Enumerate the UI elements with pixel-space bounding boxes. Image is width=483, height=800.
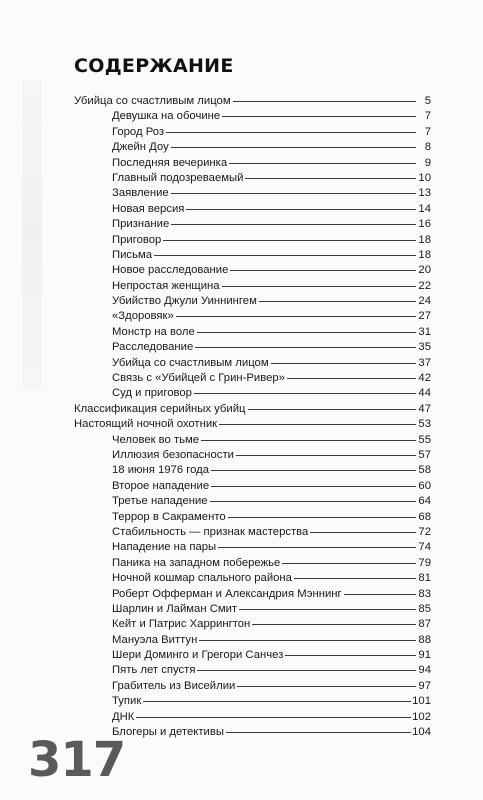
toc-entry-page: 14 xyxy=(418,202,431,215)
toc-subsection-entry xyxy=(74,633,431,648)
toc-leader-line xyxy=(171,193,416,194)
toc-entry-page: 58 xyxy=(418,464,431,477)
toc-leader-line xyxy=(222,116,416,117)
toc-entry-page: 55 xyxy=(418,433,431,446)
toc-subsection-entry xyxy=(74,186,431,201)
toc-entry-title: Ночной кошмар спального района xyxy=(112,572,292,585)
table-of-contents xyxy=(74,94,431,740)
toc-entry-title: Убийство Джули Уиннингем xyxy=(112,295,257,308)
toc-subsection-entry xyxy=(74,294,431,309)
toc-entry-title: Второе нападение xyxy=(112,479,210,492)
toc-leader-line xyxy=(245,178,416,179)
toc-leader-line xyxy=(163,240,416,241)
toc-entry-title: Непростая женщина xyxy=(112,279,220,292)
toc-leader-line xyxy=(197,332,416,333)
toc-leader-line xyxy=(218,547,416,548)
toc-entry-title: Город Роз xyxy=(112,125,165,138)
toc-leader-line xyxy=(259,301,416,302)
toc-entry-title: Тупик xyxy=(112,695,142,708)
toc-subsection-entry xyxy=(74,202,431,217)
toc-leader-line xyxy=(171,224,416,225)
toc-subsection-entry xyxy=(74,233,431,248)
toc-subsection-entry xyxy=(74,556,431,571)
toc-entry-title: Мануэла Виттун xyxy=(112,633,198,646)
toc-subsection-entry xyxy=(74,140,431,155)
toc-leader-line xyxy=(239,609,416,610)
toc-entry-title: Главный подозреваемый xyxy=(112,171,244,184)
toc-entry-page: 88 xyxy=(418,633,431,646)
toc-subsection-entry xyxy=(74,156,431,171)
toc-leader-line xyxy=(282,563,416,564)
toc-entry-title: Настоящий ночной охотник xyxy=(74,418,218,431)
toc-entry-page: 20 xyxy=(418,264,431,277)
toc-leader-line xyxy=(211,470,416,471)
toc-subsection-entry xyxy=(74,694,431,709)
toc-subsection-entry xyxy=(74,279,431,294)
toc-entry-title: Джейн Доу xyxy=(112,141,169,154)
toc-leader-line xyxy=(194,393,416,394)
toc-subsection-entry xyxy=(74,463,431,478)
toc-entry-title: Приговор xyxy=(112,233,162,246)
toc-entry-page: 72 xyxy=(418,525,431,538)
toc-entry-page: 13 xyxy=(418,187,431,200)
toc-entry-page: 101 xyxy=(412,695,431,708)
toc-entry-page: 10 xyxy=(418,171,431,184)
toc-subsection-entry xyxy=(74,494,431,509)
toc-entry-page: 85 xyxy=(418,602,431,615)
toc-subsection-entry xyxy=(74,479,431,494)
toc-subsection-entry xyxy=(74,448,431,463)
toc-leader-line xyxy=(294,578,416,579)
toc-leader-line xyxy=(195,347,416,348)
toc-subsection-entry xyxy=(74,109,431,124)
toc-section-entry xyxy=(74,94,431,109)
toc-entry-title: Суд и приговор xyxy=(112,387,192,400)
toc-entry-title: Заявление xyxy=(112,187,169,200)
toc-subsection-entry xyxy=(74,679,431,694)
toc-entry-title: Человек во тьме xyxy=(112,433,200,446)
toc-leader-line xyxy=(285,655,416,656)
toc-entry-title: Девушка на обочине xyxy=(112,110,221,123)
page-number: 317 xyxy=(28,732,126,788)
toc-entry-title: Убийца со счастливым лицом xyxy=(112,356,269,369)
toc-leader-line xyxy=(143,701,411,702)
toc-entry-title: Роберт Офферман и Александрия Мэннинг xyxy=(112,587,342,600)
toc-entry-title: ДНК xyxy=(112,710,135,723)
toc-entry-page: 87 xyxy=(418,618,431,631)
toc-entry-title: Расследование xyxy=(112,341,194,354)
toc-subsection-entry xyxy=(74,710,431,725)
toc-leader-line xyxy=(228,517,416,518)
toc-leader-line xyxy=(186,209,416,210)
toc-entry-title: Признание xyxy=(112,218,170,231)
toc-entry-page: 79 xyxy=(418,556,431,569)
bleed-through-shadow xyxy=(22,80,42,390)
toc-entry-page: 83 xyxy=(418,587,431,600)
toc-leader-line xyxy=(310,532,416,533)
toc-subsection-entry xyxy=(74,171,431,186)
toc-subsection-entry xyxy=(74,571,431,586)
toc-entry-page: 37 xyxy=(418,356,431,369)
toc-entry-page: 7 xyxy=(424,125,431,138)
toc-section-entry xyxy=(74,417,431,432)
toc-entry-title: Террор в Сакраменто xyxy=(112,510,226,523)
toc-entry-title: «Здоровяк» xyxy=(112,310,174,323)
toc-leader-line xyxy=(344,594,416,595)
toc-leader-line xyxy=(226,732,411,733)
toc-entry-page: 31 xyxy=(418,325,431,338)
toc-entry-page: 47 xyxy=(418,402,431,415)
toc-entry-title: Кейт и Патрис Харрингтон xyxy=(112,618,251,631)
toc-leader-line xyxy=(199,640,416,641)
toc-entry-title: Грабитель из Висейлии xyxy=(112,679,236,692)
toc-subsection-entry xyxy=(74,617,431,632)
toc-leader-line xyxy=(229,163,416,164)
toc-leader-line xyxy=(171,147,416,148)
toc-entry-page: 9 xyxy=(424,156,431,169)
toc-entry-page: 22 xyxy=(418,279,431,292)
toc-entry-page: 104 xyxy=(412,726,431,739)
toc-leader-line xyxy=(252,624,416,625)
toc-leader-line xyxy=(219,424,416,425)
toc-subsection-entry xyxy=(74,340,431,355)
toc-entry-page: 44 xyxy=(418,387,431,400)
toc-entry-title: Пять лет спустя xyxy=(112,664,196,677)
toc-entry-page: 53 xyxy=(418,418,431,431)
toc-entry-title: Третье нападение xyxy=(112,495,208,508)
toc-leader-line xyxy=(287,378,416,379)
toc-entry-page: 18 xyxy=(418,248,431,261)
toc-entry-page: 8 xyxy=(424,141,431,154)
toc-subsection-entry xyxy=(74,371,431,386)
toc-entry-page: 91 xyxy=(418,649,431,662)
toc-subsection-entry xyxy=(74,263,431,278)
toc-entry-title: Классификация серийных убийц xyxy=(74,402,246,415)
toc-subsection-entry xyxy=(74,309,431,324)
toc-entry-page: 27 xyxy=(418,310,431,323)
toc-leader-line xyxy=(233,101,416,102)
toc-leader-line xyxy=(197,670,416,671)
toc-entry-page: 60 xyxy=(418,479,431,492)
toc-entry-page: 7 xyxy=(424,110,431,123)
toc-subsection-entry xyxy=(74,602,431,617)
toc-leader-line xyxy=(271,363,416,364)
toc-entry-title: Новое расследование xyxy=(112,264,229,277)
toc-subsection-entry xyxy=(74,217,431,232)
toc-entry-title: Связь с «Убийцей с Грин-Ривер» xyxy=(112,372,285,385)
toc-leader-line xyxy=(136,717,411,718)
toc-entry-title: Убийца со счастливым лицом xyxy=(74,95,231,107)
toc-subsection-entry xyxy=(74,648,431,663)
toc-entry-page: 64 xyxy=(418,495,431,508)
toc-leader-line xyxy=(176,316,416,317)
toc-leader-line xyxy=(236,455,416,456)
page-heading: СОДЕРЖАНИЕ xyxy=(74,55,234,77)
toc-subsection-entry xyxy=(74,125,431,140)
toc-leader-line xyxy=(201,440,416,441)
toc-entry-title: Последняя вечеринка xyxy=(112,156,228,169)
toc-subsection-entry xyxy=(74,386,431,401)
toc-entry-title: Монстр на воле xyxy=(112,325,195,338)
toc-subsection-entry xyxy=(74,510,431,525)
toc-entry-page: 16 xyxy=(418,218,431,231)
toc-entry-page: 94 xyxy=(418,664,431,677)
toc-entry-page: 42 xyxy=(418,372,431,385)
toc-subsection-entry xyxy=(74,540,431,555)
toc-leader-line xyxy=(237,686,416,687)
toc-entry-page: 35 xyxy=(418,341,431,354)
toc-entry-title: 18 июня 1976 года xyxy=(112,464,210,477)
toc-subsection-entry xyxy=(74,248,431,263)
toc-subsection-entry xyxy=(74,663,431,678)
toc-entry-page: 74 xyxy=(418,541,431,554)
toc-entry-page: 57 xyxy=(418,448,431,461)
toc-leader-line xyxy=(222,286,416,287)
toc-entry-title: Письма xyxy=(112,248,153,261)
toc-entry-title: Нападение на пары xyxy=(112,541,217,554)
toc-entry-page: 68 xyxy=(418,510,431,523)
toc-entry-title: Стабильность — признак мастерства xyxy=(112,525,309,538)
toc-leader-line xyxy=(230,270,416,271)
toc-leader-line xyxy=(154,255,416,256)
toc-entry-page: 81 xyxy=(418,572,431,585)
toc-leader-line xyxy=(210,501,416,502)
toc-entry-title: Новая версия xyxy=(112,202,185,215)
toc-leader-line xyxy=(248,409,417,410)
toc-entry-page: 24 xyxy=(418,295,431,308)
toc-subsection-entry xyxy=(74,356,431,371)
toc-subsection-entry xyxy=(74,725,431,740)
toc-entry-title: Блогеры и детективы xyxy=(112,726,224,739)
toc-subsection-entry xyxy=(74,433,431,448)
toc-entry-title: Шери Доминго и Грегори Санчез xyxy=(112,649,284,662)
toc-section-entry xyxy=(74,402,431,417)
toc-entry-page: 18 xyxy=(418,233,431,246)
toc-subsection-entry xyxy=(74,587,431,602)
toc-entry-title: Паника на западном побережье xyxy=(112,556,281,569)
toc-entry-title: Шарлин и Лайман Смит xyxy=(112,602,238,615)
toc-subsection-entry xyxy=(74,325,431,340)
toc-entry-title: Иллюзия безопасности xyxy=(112,448,234,461)
toc-entry-page: 102 xyxy=(412,710,431,723)
toc-entry-page: 97 xyxy=(418,679,431,692)
toc-subsection-entry xyxy=(74,525,431,540)
toc-entry-page: 5 xyxy=(424,95,431,107)
toc-leader-line xyxy=(166,132,416,133)
toc-leader-line xyxy=(211,486,416,487)
